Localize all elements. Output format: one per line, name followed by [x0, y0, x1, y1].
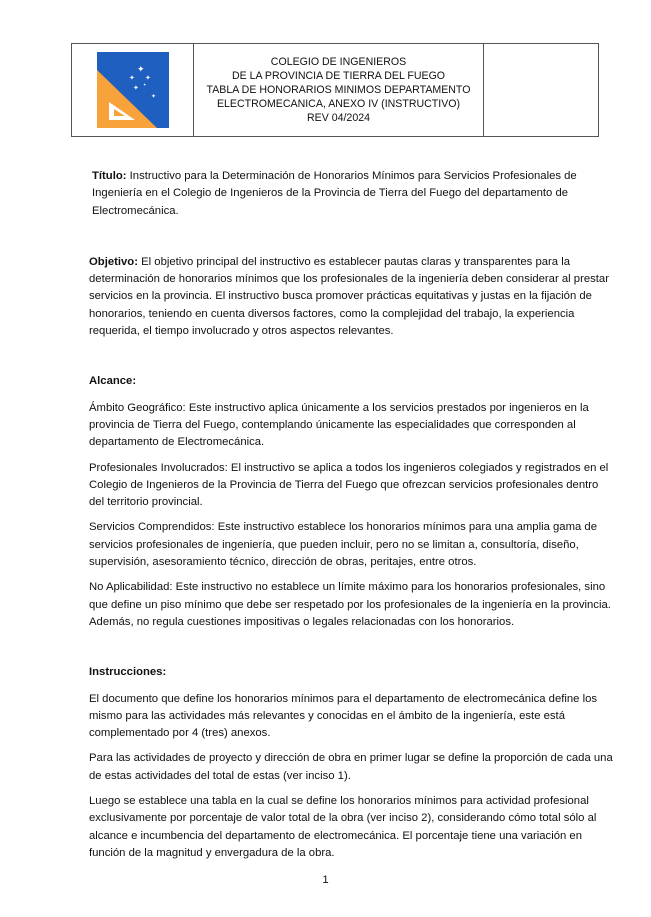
svg-text:✦: ✦: [136, 64, 145, 74]
titulo-paragraph: [89, 168, 614, 220]
document-body: [89, 168, 614, 862]
instrucciones-paragraph: Luego se establece una tabla en la cual se define los honorarios mínimos para actividad profesional exclusivamente por porcentaje de valor total de la obra (ver inciso 2), considerando cómo total sólo al alcance e incumbencia del departamento de electromecánica. El porcentaje tiene una variación en función de la magnitud y envergadura de la obra.: [89, 795, 597, 859]
header-line-table: TABLA DE HONORARIOS MINIMOS DEPARTAMENTO: [206, 84, 471, 96]
svg-text:✦: ✦: [132, 85, 139, 92]
objetivo-label: Objetivo:: [89, 255, 138, 268]
objetivo-text: El objetivo principal del instructivo es establecer pautas claras y transparentes para la determinación de honorarios mínimos que los profesionales de la ingeniería deben considerar al prestar servicios en la provincia. El instructivo busca promover prácticas equitativas y justas en la fijación de honorarios, teniendo en cuenta diversos factores, como la complejidad del trabajo, la experiencia requerida, el tiempo involucrado y otros aspectos relevantes.: [89, 255, 609, 338]
instrucciones-paragraph: Para las actividades de proyecto y dirección de obra en primer lugar se define la proporción de cada una de estas actividades del total de estas (ver inciso 1).: [89, 752, 613, 782]
header-empty-cell: [484, 44, 599, 137]
svg-text:✦: ✦: [144, 75, 151, 82]
header-line-revision: REV 04/2024: [306, 112, 371, 124]
alcance-paragraph: Ámbito Geográfico: Este instructivo aplica únicamente a los servicios prestados por ingenieros en la provincia de Tierra del Fuego, contemplando únicamente las especialidades que corresponden al departamento de Electromecánica.: [89, 401, 589, 449]
svg-text:✦: ✦: [142, 82, 146, 87]
header-line-college: COLEGIO DE INGENIEROS: [270, 56, 407, 68]
instrucciones-title: Instrucciones:: [89, 666, 167, 679]
alcance-title: Alcance:: [89, 375, 137, 388]
objetivo-paragraph: [89, 254, 614, 340]
document-header-table: [71, 43, 599, 137]
svg-text:✦: ✦: [150, 94, 156, 100]
alcance-paragraph: Profesionales Involucrados: El instructivo se aplica a todos los ingenieros colegiados y registrados en el Colegio de Ingenieros de la Provincia de Tierra del Fuego que ofrezcan servicios profesionales dentro del territorio provincial.: [89, 461, 609, 509]
instrucciones-paragraph: El documento que define los honorarios mínimos para el departamento de electromecánica define los mismo para las actividades más relevantes y conocidas en el ámbito de la ingeniería, este está complementado por 4 (tres) anexos.: [89, 692, 598, 740]
header-title-cell: [194, 44, 484, 137]
svg-text:✦: ✦: [128, 75, 135, 82]
titulo-label: Título:: [92, 170, 127, 182]
alcance-paragraph: No Aplicabilidad: Este instructivo no establece un límite máximo para los honorarios profesionales, sino que define un piso mínimo que debe ser respetado por los profesionales de la ingeniería en la provincia. Además, no regula cuestiones impositivas o legales relacionadas con los honorarios.: [89, 581, 611, 628]
college-logo-icon: [97, 52, 169, 128]
header-line-province: DE LA PROVINCIA DE TIERRA DEL FUEGO: [231, 70, 446, 82]
header-line-annex: ELECTROMECANICA, ANEXO IV (INSTRUCTIVO): [216, 98, 461, 110]
page-number: 1: [322, 874, 329, 886]
alcance-paragraph: Servicios Comprendidos: Este instructivo establece los honorarios mínimos para una amplia gama de servicios profesionales de ingeniería, que pueden incluir, pero no se limitan a, consultoría, diseño, supervisión, asesoramiento técnico, dirección de obras, peritajes, entre otros.: [89, 521, 597, 569]
titulo-text: Instructivo para la Determinación de Honorarios Mínimos para Servicios Profesionales de Ingeniería en el Colegio de Ingenieros de la Provincia de Tierra del Fuego del departamento de Electromecánica.: [92, 170, 577, 217]
logo-cell: [72, 44, 194, 137]
